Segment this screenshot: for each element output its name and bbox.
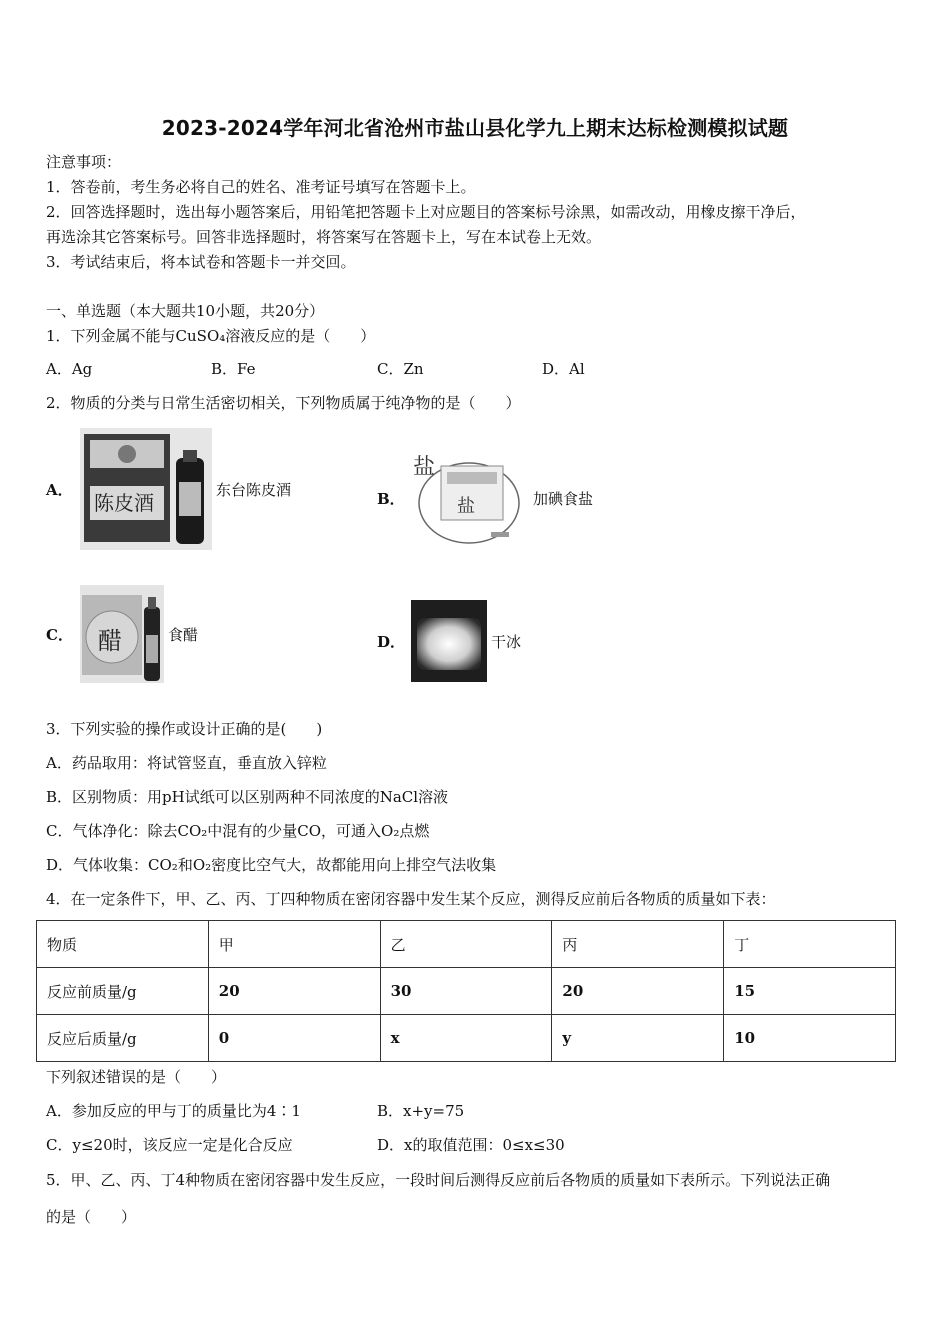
table-cell: 15	[724, 968, 896, 1015]
dry-ice-icon	[411, 600, 487, 682]
table-cell: 反应前质量/g	[37, 968, 209, 1015]
q2-option-b-name: 加碘食盐	[533, 489, 594, 508]
table-cell: 10	[724, 1015, 896, 1062]
q1-option-a: A．Ag	[46, 360, 93, 378]
q2-option-a-name: 东台陈皮酒	[216, 480, 292, 499]
notice-item-2-cont: 再选涂其它答案标号。回答非选择题时，将答案写在答题卡上，写在本试卷上无效。	[46, 228, 602, 246]
notice-item-1: 1．答卷前，考生务必将自己的姓名、准考证号填写在答题卡上。	[46, 178, 476, 196]
table-cell: 20	[208, 968, 380, 1015]
q2-option-c-name: 食醋	[168, 625, 199, 644]
q4-option-a: A．参加反应的甲与丁的质量比为4∶1	[46, 1102, 301, 1120]
notice-item-3: 3．考试结束后，将本试卷和答题卡一并交回。	[46, 253, 356, 271]
table-row	[37, 968, 896, 1015]
table-header-cell: 丙	[552, 921, 724, 968]
q1-option-c: C．Zn	[377, 360, 424, 378]
q2-option-d-name: 干冰	[491, 632, 522, 651]
table-header-cell: 乙	[380, 921, 552, 968]
q2-option-b-label: B．	[377, 489, 405, 508]
q2-option-c	[46, 585, 198, 683]
question-2-stem: 2．物质的分类与日常生活密切相关，下列物质属于纯净物的是（ ）	[46, 394, 521, 412]
q4-option-d: D．x的取值范围：0≤x≤30	[377, 1136, 565, 1154]
table-cell: 反应后质量/g	[37, 1015, 209, 1062]
page-title: 2023-2024学年河北省沧州市盐山县化学九上期末达标检测模拟试题	[161, 116, 789, 140]
mass-table	[36, 920, 896, 1062]
vinegar-bottle-icon	[80, 585, 164, 683]
svg-text:盐: 盐	[413, 455, 436, 480]
question-5-stem-cont: 的是（ ）	[46, 1208, 137, 1226]
table-cell: 0	[208, 1015, 380, 1062]
table-header-cell: 物质	[37, 921, 209, 968]
question-4-stem: 4．在一定条件下，甲、乙、丙、丁四种物质在密闭容器中发生某个反应，测得反应前后各物质的质量如下表：	[46, 890, 776, 908]
q2-option-b	[377, 448, 593, 548]
table-header-cell: 甲	[208, 921, 380, 968]
wine-box-icon	[80, 428, 212, 550]
q3-option-a: A．药品取用：将试管竖直，垂直放入锌粒	[46, 754, 327, 772]
q2-option-a-label: A．	[46, 480, 73, 499]
question-5-stem: 5．甲、乙、丙、丁4种物质在密闭容器中发生反应，一段时间后测得反应前后各物质的质量如下表所示。下列说法正确	[46, 1171, 831, 1189]
notice-heading: 注意事项：	[46, 153, 122, 171]
table-header-cell: 丁	[724, 921, 896, 968]
table-header-row	[37, 921, 896, 968]
notice-item-2: 2．回答选择题时，选出每小题答案后，用铅笔把答题卡上对应题目的答案标号涂黑，如需改动，用橡皮擦干净后，	[46, 203, 806, 221]
svg-text:盐: 盐	[457, 496, 475, 517]
q3-option-c: C．气体净化：除去CO₂中混有的少量CO，可通入O₂点燃	[46, 822, 430, 840]
q3-option-b: B．区别物质：用pH试纸可以区别两种不同浓度的NaCl溶液	[46, 788, 449, 806]
q2-option-d	[377, 600, 521, 682]
q2-option-d-label: D．	[377, 632, 406, 651]
question-1-stem: 1．下列金属不能与CuSO₄溶液反应的是（ ）	[46, 327, 376, 345]
q3-option-d: D．气体收集：CO₂和O₂密度比空气大，故都能用向上排空气法收集	[46, 856, 497, 874]
q1-option-d: D．Al	[542, 360, 585, 378]
question-4-prompt: 下列叙述错误的是（ ）	[46, 1068, 227, 1086]
salt-bag-icon	[411, 448, 521, 548]
q1-option-b: B．Fe	[211, 360, 256, 378]
table-cell: x	[380, 1015, 552, 1062]
section-heading: 一、单选题（本大题共10小题，共20分）	[46, 302, 325, 320]
q4-option-c: C．y≤20时，该反应一定是化合反应	[46, 1136, 293, 1154]
question-3-stem: 3．下列实验的操作或设计正确的是( )	[46, 720, 323, 738]
table-cell: 20	[552, 968, 724, 1015]
table-row	[37, 1015, 896, 1062]
table-cell: y	[552, 1015, 724, 1062]
q2-option-c-label: C．	[46, 625, 73, 644]
q4-option-b: B．x+y=75	[377, 1102, 465, 1120]
q2-option-a	[46, 428, 291, 550]
svg-text:陈皮酒: 陈皮酒	[94, 491, 154, 515]
svg-text:醋: 醋	[98, 627, 122, 655]
table-cell: 30	[380, 968, 552, 1015]
